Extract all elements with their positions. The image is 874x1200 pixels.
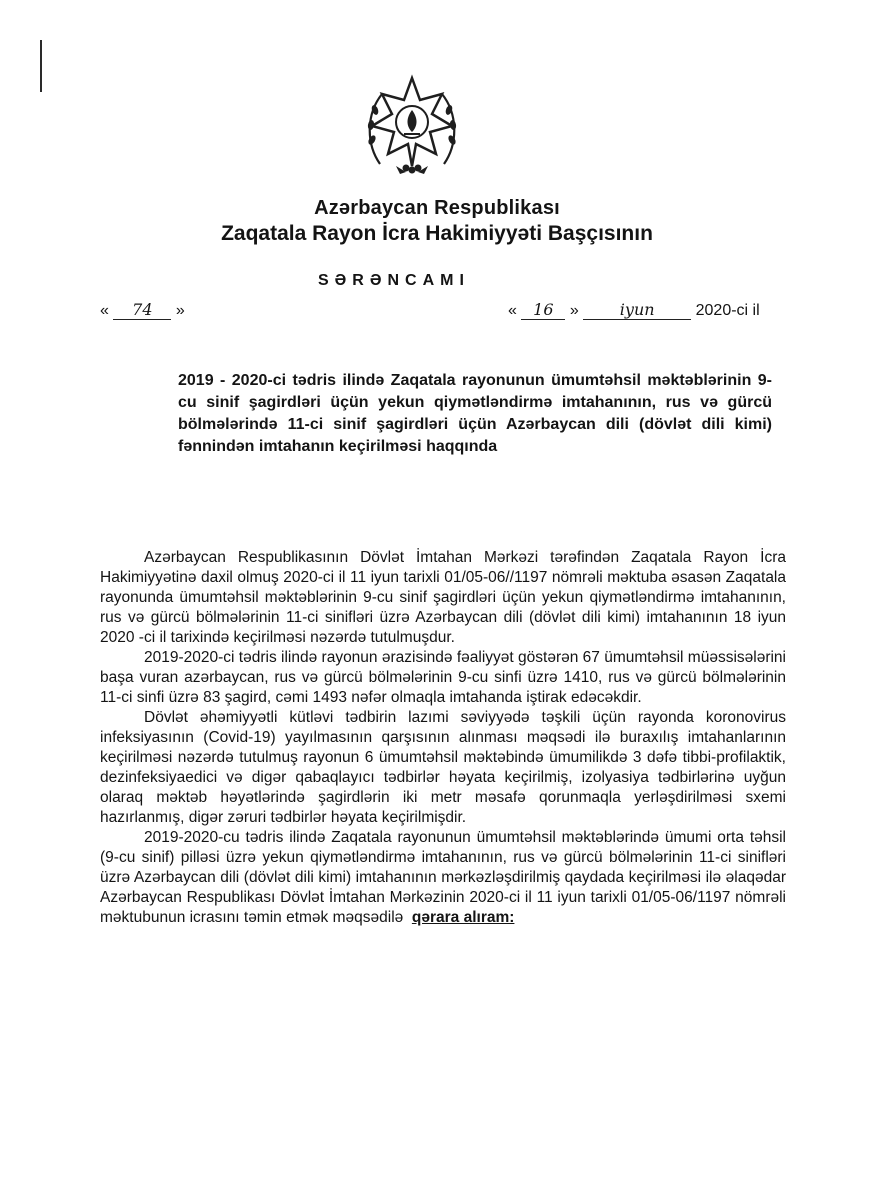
paragraph-4-text: 2019-2020-cu tədris ilində Zaqatala rayonunun ümumtəhsil məktəblərində ümumi orta təhsil (9-cu sinif) pilləsi üzrə yekun qiymətləndirmə imtahanının, rus və gürcü bölmələrinin 11-ci sinifləri üzrə Azərbaycan dili (dövlət dili kimi) imtahanının mərkəzləşdirilmiş qaydada keçirilməsi ilə əlaqədar Azərbaycan Respublikası Dövlət İmtahan Mərkəzinin 2020-ci il 11 iyun tarixli 01/05-06/1197 nömrəli məktubunun icrasını təmin etmək məqsədilə: [100, 829, 786, 926]
decision-phrase: qərara alıram:: [411, 909, 515, 926]
order-date: [508, 300, 760, 320]
order-month: iyun: [583, 300, 691, 320]
order-day: 16: [521, 300, 565, 320]
document-type: SƏRƏNCAMI: [318, 272, 470, 289]
order-number: [100, 300, 185, 320]
order-year: 2020-ci il: [695, 302, 760, 319]
paragraph-1: Azərbaycan Respublikasının Dövlət İmtahan Mərkəzi tərəfindən Zaqatala Rayon İcra Hakimiyyətinə daxil olmuş 2020-ci il 11 iyun tarixli 01/05-06//1197 nömrəli məktuba əsasən Zaqatala rayonunda ümumtəhsil məktəblərinin 9-cu sinif şagirdləri üçün yekun qiymətləndirmə imtahanının, rus və gürcü bölmələrinin 11-ci sinifləri üzrə Azərbaycan dili (dövlət dili kimi) imtahanının 18 iyun 2020 -ci il tarixində keçirilməsi nəzərdə tutulmuşdur.: [100, 549, 786, 646]
state-emblem-icon: [360, 70, 464, 180]
date-quote-open: «: [508, 302, 517, 319]
order-number-value: 74: [113, 300, 171, 320]
paragraph-3: Dövlət əhəmiyyətli kütləvi tədbirin lazımi səviyyədə təşkili üçün rayonda koronovirus infeksiyasının (Covid-19) yayılmasının qarşısının alınması məqsədi ilə buraxılış imtahanlarının keçirilməsi nəzərdə tutulmuş rayonun 6 ümumtəhsil məktəbində ümumilikdə 3 dəfə tibbi-profilaktik, dezinfeksiyaedici və digər qabaqlayıcı tədbirlər həyata keçirilmiş, izolyasiya tədbirlərinə uyğun olaraq məktəb həyətlərində şagirdlərin iki metr məsafə qorunmaqla yerləşdirilməsi sxemi hazırlanmış, digər zəruri tədbirlər həyata keçirilmişdir.: [100, 709, 786, 826]
document-body: [100, 548, 786, 928]
number-quote-open: «: [100, 302, 109, 319]
date-quote-close: »: [569, 302, 579, 319]
document-subject: 2019 - 2020-ci tədris ilində Zaqatala rayonunun ümumtəhsil məktəblərinin 9-cu sinif şagirdləri üçün yekun qiymətləndirmə imtahanının, rus və gürcü bölmələrində 11-ci sinif şagirdləri üçün Azərbaycan dili (dövlət dili kimi) fənnindən imtahanın keçirilməsi haqqında: [178, 372, 772, 455]
margin-mark: [40, 40, 42, 92]
paragraph-4: [100, 828, 786, 928]
country-name: Azərbaycan Respublikası: [314, 197, 560, 219]
issuing-office: Zaqatala Rayon İcra Hakimiyyəti Başçısının: [221, 222, 653, 245]
number-quote-close: »: [175, 302, 185, 319]
paragraph-2: 2019-2020-ci tədris ilində rayonun ərazisində fəaliyyət göstərən 67 ümumtəhsil müəssisələrini başa vuran azərbaycan, rus və gürcü bölmələrinin 9-cu sinfi üzrə 1410, rus və gürcü bölmələrinin 11-ci sinfi üzrə 83 şagird, cəmi 1493 nəfər olmaqla imtahanda iştirak edəcəkdir.: [100, 649, 786, 706]
